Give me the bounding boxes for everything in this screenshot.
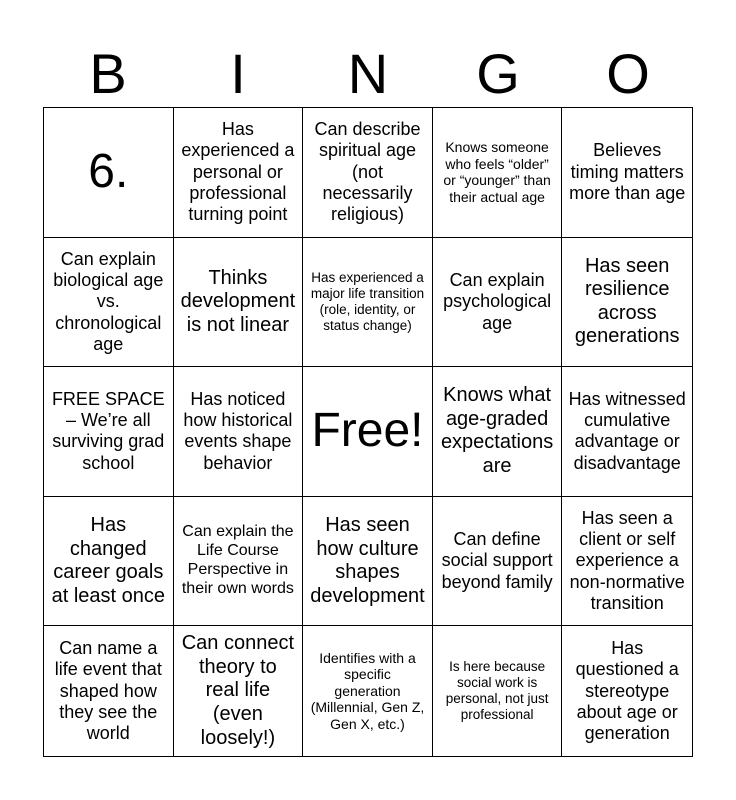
bingo-cell-r5c5[interactable] <box>562 626 692 756</box>
cell-text: Identifies with a specific generation (Millennial, Gen Z, Gen X, etc.) <box>310 649 425 732</box>
cell-text: Believes timing matters more than age <box>569 140 686 203</box>
bingo-cell-r1c4[interactable] <box>433 108 563 238</box>
header-letter-b: B <box>89 42 127 105</box>
bingo-cell-r5c3[interactable] <box>303 626 433 756</box>
cell-text: Thinks development is not linear <box>180 266 296 336</box>
header-letter-n: N <box>347 42 389 105</box>
cell-text: Can explain psychological age <box>443 270 552 333</box>
bingo-cell-r4c1[interactable] <box>44 497 174 627</box>
bingo-cell-r5c4[interactable] <box>433 626 563 756</box>
cell-text: Can define social support beyond family <box>441 529 553 592</box>
bingo-cell-r5c2[interactable] <box>174 626 304 756</box>
cell-text: Has seen how culture shapes development <box>310 513 425 607</box>
cell-text: Can explain biological age vs. chronological age <box>53 248 164 354</box>
bingo-cell-r3c2[interactable] <box>174 367 304 497</box>
bingo-cell-r3c3-free[interactable] <box>303 367 433 497</box>
cell-text: Knows what age-graded expectations are <box>440 384 554 478</box>
bingo-header <box>43 40 693 108</box>
bingo-cell-r1c5[interactable] <box>562 108 692 238</box>
bingo-board <box>43 107 693 757</box>
bingo-cell-r5c1[interactable] <box>44 626 174 756</box>
bingo-cell-r4c4[interactable] <box>433 497 563 627</box>
cell-text: FREE SPACE – We’re all surviving grad school <box>51 389 165 473</box>
cell-text: Has noticed how historical events shape behavior <box>183 389 293 473</box>
bingo-cell-r3c5[interactable] <box>562 367 692 497</box>
bingo-cell-r2c2[interactable] <box>174 238 304 368</box>
bingo-cell-r2c4[interactable] <box>433 238 563 368</box>
bingo-cell-r1c3[interactable] <box>303 108 433 238</box>
cell-text: Can explain the Life Course Perspective in their own words <box>181 523 294 597</box>
cell-text: Is here because social work is personal, not just professional <box>445 659 549 723</box>
header-letter-o: O <box>606 42 650 105</box>
bingo-cell-r4c2[interactable] <box>174 497 304 627</box>
header-letter-i: I <box>230 42 246 105</box>
cell-text: Can describe spiritual age (not necessarily religious) <box>314 119 421 225</box>
cell-text: Has seen resilience across generations <box>574 254 680 348</box>
bingo-cell-r4c5[interactable] <box>562 497 692 627</box>
cell-text: Can name a life event that shaped how they see the world <box>54 638 162 744</box>
cell-text: Has changed career goals at least once <box>51 513 165 607</box>
bingo-cell-r4c3[interactable] <box>303 497 433 627</box>
bingo-cell-r1c2[interactable] <box>174 108 304 238</box>
cell-text: Has experienced a major life transition (role, identity, or status change) <box>310 270 425 333</box>
bingo-cell-r2c1[interactable] <box>44 238 174 368</box>
bingo-cell-r3c4[interactable] <box>433 367 563 497</box>
free-space-text: Free! <box>311 404 424 458</box>
cell-text: Has witnessed cumulative advantage or disadvantage <box>568 389 686 473</box>
bingo-cell-r1c1[interactable] <box>44 108 174 238</box>
cell-text: Can connect theory to real life (even loosely!) <box>181 632 295 749</box>
bingo-cell-r2c5[interactable] <box>562 238 692 368</box>
cell-text: Has experienced a personal or professional turning point <box>181 119 295 225</box>
bingo-cell-r3c1[interactable] <box>44 367 174 497</box>
cell-text: Knows someone who feels “older” or “younger” than their actual age <box>443 139 551 205</box>
header-letter-g: G <box>476 42 520 105</box>
cell-text: 6. <box>88 144 129 198</box>
cell-text: Has questioned a stereotype about age or generation <box>575 638 679 744</box>
cell-text: Has seen a client or self experience a non-normative transition <box>569 508 685 613</box>
bingo-cell-r2c3[interactable] <box>303 238 433 368</box>
